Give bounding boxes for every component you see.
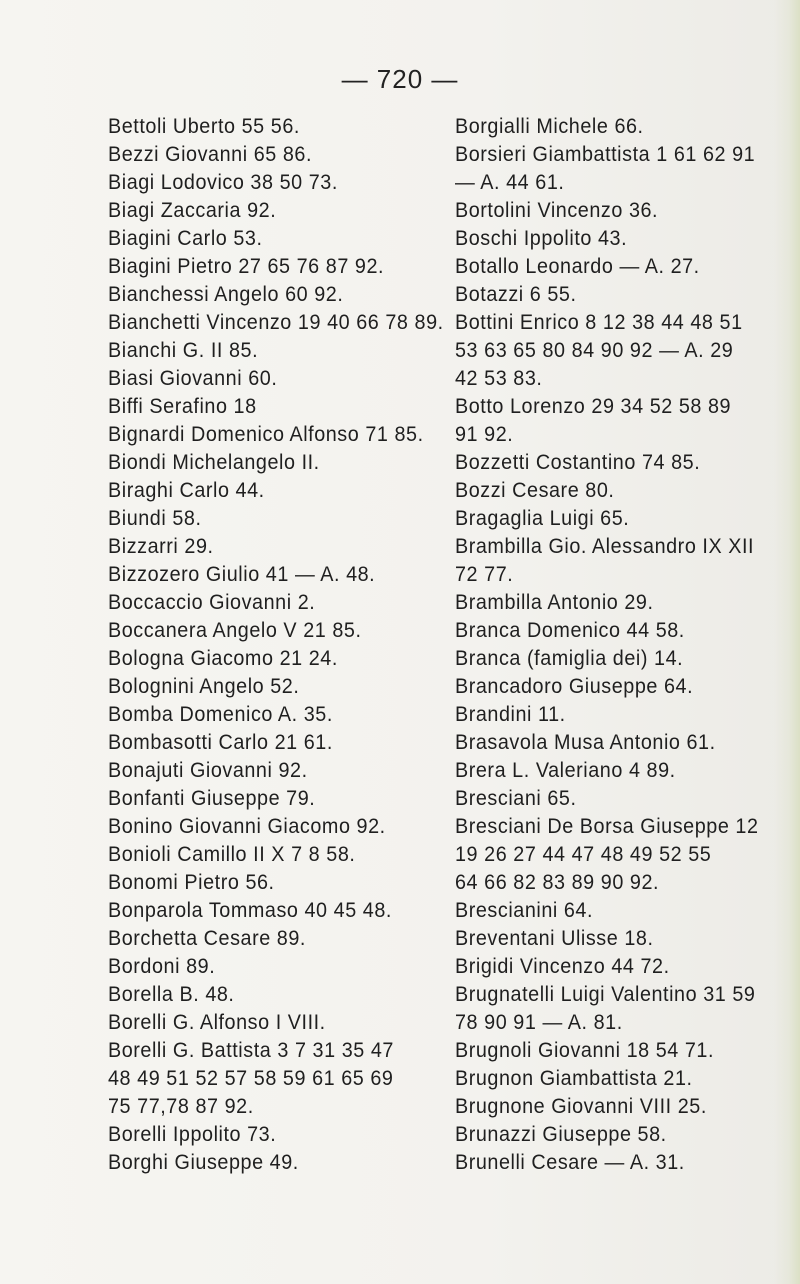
index-entry-line: 75 77,78 87 92. [108,1094,254,1118]
index-entry: Borelli G. Alfonso I VIII. [108,1010,326,1034]
index-entry: Brambilla Antonio 29. [455,590,654,614]
index-entry-line: 64 66 82 83 89 90 92. [455,870,660,894]
index-entry: Borghi Giuseppe 49. [108,1150,299,1174]
index-entry: Boschi Ippolito 43. [455,226,628,250]
index-entry: Brandini 11. [455,702,566,726]
index-entry [108,1036,458,1120]
index-entry: Branca (famiglia dei) 14. [455,646,684,670]
index-entry-line: 91 92. [455,422,514,446]
index-entry: Bologna Giacomo 21 24. [108,646,338,670]
index-entry: Bonajuti Giovanni 92. [108,758,308,782]
index-entry [455,532,795,588]
index-entry-line: 72 77. [455,562,514,586]
index-entry: Biraghi Carlo 44. [108,478,265,502]
index-entry: Bragaglia Luigi 65. [455,506,630,530]
index-entry: Brescianini 64. [455,898,594,922]
index-entry: Botallo Leonardo — A. 27. [455,254,700,278]
index-entry: Borella B. 48. [108,982,235,1006]
index-entry-line: Brambilla Gio. Alessandro IX XII [455,534,755,558]
index-entry: Biagi Lodovico 38 50 73. [108,170,338,194]
index-entry: Boccaccio Giovanni 2. [108,590,316,614]
index-entry-line: Bottini Enrico 8 12 38 44 48 51 [455,310,743,334]
index-entry-line: Brugnatelli Luigi Valentino 31 59 [455,982,756,1006]
index-entry: Bolognini Angelo 52. [108,674,300,698]
index-entry: Bettoli Uberto 55 56. [108,114,300,138]
index-entry: Borgialli Michele 66. [455,114,644,138]
index-entry: Brugnon Giambattista 21. [455,1066,693,1090]
index-entry [455,308,795,392]
index-entry: Branca Domenico 44 58. [455,618,685,642]
index-entry: Bezzi Giovanni 65 86. [108,142,313,166]
index-entry [455,392,795,448]
index-entry-line: 53 63 65 80 84 90 92 — A. 29 [455,338,734,362]
index-column-right [455,112,795,1176]
index-entry: Bomba Domenico A. 35. [108,702,333,726]
index-entry: Bonparola Tommaso 40 45 48. [108,898,392,922]
index-entry: Bresciani 65. [455,786,577,810]
index-entry: Bozzi Cesare 80. [455,478,615,502]
index-entry: Borchetta Cesare 89. [108,926,306,950]
index-entry: Bortolini Vincenzo 36. [455,198,659,222]
index-entry: Bombasotti Carlo 21 61. [108,730,333,754]
index-entry: Bignardi Domenico Alfonso 71 85. [108,422,424,446]
index-entry: Brunazzi Giuseppe 58. [455,1122,667,1146]
index-entry-line: 48 49 51 52 57 58 59 61 65 69 [108,1066,394,1090]
index-column-left [108,112,458,1176]
index-entry-line: — A. 44 61. [455,170,565,194]
index-entry-line: 42 53 83. [455,366,543,390]
index-entry: Bordoni 89. [108,954,216,978]
index-entry: Brunelli Cesare — A. 31. [455,1150,685,1174]
index-entry: Brugnoli Giovanni 18 54 71. [455,1038,715,1062]
index-entry: Bonomi Pietro 56. [108,870,275,894]
index-entry: Bizzozero Giulio 41 — A. 48. [108,562,376,586]
index-entry: Biundi 58. [108,506,202,530]
index-entry: Brasavola Musa Antonio 61. [455,730,716,754]
index-entry: Brigidi Vincenzo 44 72. [455,954,670,978]
index-entry [455,812,795,896]
index-entry: Biondi Michelangelo II. [108,450,320,474]
index-entry: Bonfanti Giuseppe 79. [108,786,316,810]
index-entry-line: Bresciani De Borsa Giuseppe 12 [455,814,759,838]
index-entry: Biffi Serafino 18 [108,394,257,418]
index-entry-line: Botto Lorenzo 29 34 52 58 89 [455,394,732,418]
index-entry-line: 78 90 91 — A. 81. [455,1010,623,1034]
index-entry: Bonino Giovanni Giacomo 92. [108,814,386,838]
index-entry: Biagini Pietro 27 65 76 87 92. [108,254,385,278]
index-entry: Botazzi 6 55. [455,282,577,306]
page-number: — 720 — [341,64,459,94]
index-entry: Biagini Carlo 53. [108,226,263,250]
index-entry: Breventani Ulisse 18. [455,926,654,950]
index-entry: Bizzarri 29. [108,534,214,558]
index-entry [455,140,795,196]
index-entry: Biagi Zaccaria 92. [108,198,277,222]
index-entry: Brugnone Giovanni VIII 25. [455,1094,707,1118]
index-entry: Bianchessi Angelo 60 92. [108,282,344,306]
index-entry: Bozzetti Costantino 74 85. [455,450,701,474]
index-entry: Boccanera Angelo V 21 85. [108,618,362,642]
index-entry: Brera L. Valeriano 4 89. [455,758,676,782]
index-entry: Borelli Ippolito 73. [108,1122,277,1146]
index-entry-line: 19 26 27 44 47 48 49 52 55 [455,842,712,866]
index-entry: Biasi Giovanni 60. [108,366,278,390]
index-entry-line: Borelli G. Battista 3 7 31 35 47 [108,1038,394,1062]
index-entry-line: Borsieri Giambattista 1 61 62 91 [455,142,756,166]
index-entry [455,980,795,1036]
index-entry: Bonioli Camillo II X 7 8 58. [108,842,356,866]
index-entry: Bianchi G. II 85. [108,338,259,362]
index-entry: Brancadoro Giuseppe 64. [455,674,694,698]
index-entry: Bianchetti Vincenzo 19 40 66 78 89. [108,310,444,334]
